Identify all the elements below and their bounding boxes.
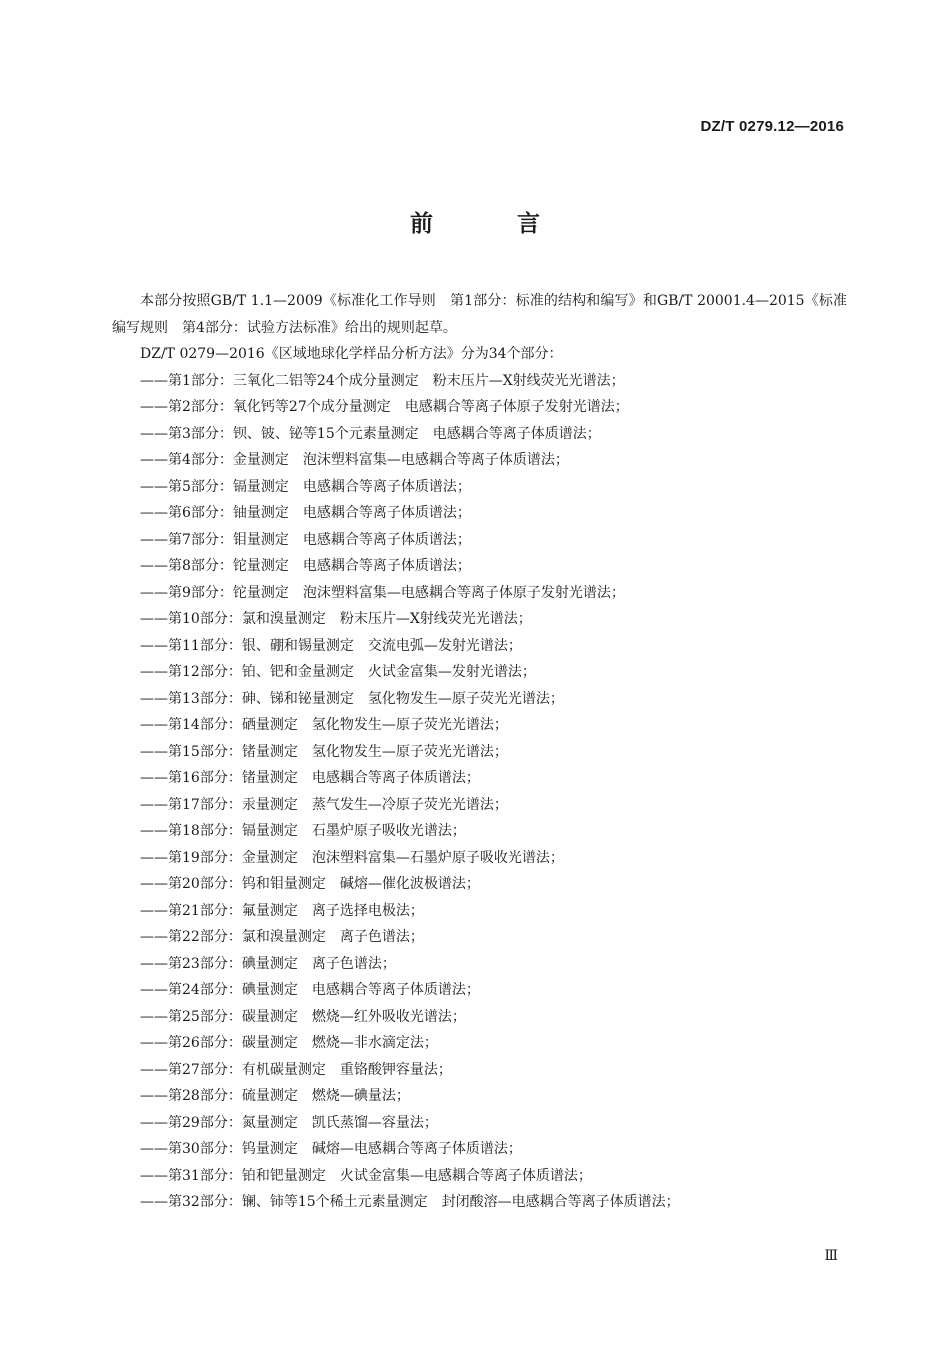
document-code: DZ/T 0279.12—2016	[700, 118, 844, 135]
list-item: ——第12部分：铂、钯和金量测定 火试金富集—发射光谱法；	[140, 664, 536, 680]
list-item: ——第25部分：碳量测定 燃烧—红外吸收光谱法；	[140, 1008, 466, 1025]
list-item: ——第18部分：镉量测定 石墨炉原子吸收光谱法；	[140, 823, 466, 839]
list-item: ——第1部分：三氧化二铝等24个成分量测定 粉末压片—X射线荧光光谱法；	[140, 372, 625, 389]
list-item: ——第21部分：氟量测定 离子选择电极法；	[140, 902, 424, 919]
list-item: ——第8部分：铊量测定 电感耦合等离子体质谱法；	[140, 558, 471, 574]
page-number: Ⅲ	[824, 1248, 838, 1264]
section-title: 前 言	[409, 211, 578, 237]
list-item: ——第23部分：碘量测定 离子色谱法；	[140, 955, 396, 972]
list-item: ——第11部分：银、硼和锡量测定 交流电弧—发射光谱法；	[140, 637, 522, 654]
parts-intro-paragraph: DZ/T 0279—2016《区域地球化学样品分析方法》分为34个部分：	[140, 346, 563, 362]
list-item: ——第7部分：钼量测定 电感耦合等离子体质谱法；	[140, 531, 471, 548]
list-item: ——第26部分：碳量测定 燃烧—非水滴定法；	[140, 1035, 438, 1051]
list-item: ——第2部分：氧化钙等27个成分量测定 电感耦合等离子体原子发射光谱法；	[140, 399, 629, 415]
list-item: ——第16部分：锗量测定 电感耦合等离子体质谱法；	[140, 770, 480, 786]
list-item: ——第9部分：铊量测定 泡沫塑料富集—电感耦合等离子体原子发射光谱法；	[140, 584, 625, 601]
list-item: ——第22部分：氯和溴量测定 离子色谱法；	[140, 929, 424, 945]
parts-list	[112, 368, 847, 1216]
list-item: ——第27部分：有机碳量测定 重铬酸钾容量法；	[140, 1061, 452, 1078]
list-item: ——第29部分：氮量测定 凯氏蒸馏—容量法；	[140, 1114, 438, 1131]
list-item: ——第13部分：砷、锑和铋量测定 氢化物发生—原子荧光光谱法；	[140, 690, 564, 707]
intro-paragraph: 本部分按照GB/T 1.1—2009《标准化工作导则 第1部分：标准的结构和编写》和GB/T 20001.4—2015《标准编写规则 第4部分：试验方法标准》给出的规则起草。	[112, 293, 847, 336]
list-item: ——第14部分：硒量测定 氢化物发生—原子荧光光谱法；	[140, 717, 508, 733]
list-item: ——第30部分：钨量测定 碱熔—电感耦合等离子体质谱法；	[140, 1141, 522, 1157]
list-item: ——第32部分：镧、铈等15个稀土元素量测定 封闭酸溶—电感耦合等离子体质谱法；	[140, 1194, 680, 1210]
list-item: ——第3部分：钡、铍、铋等15个元素量测定 电感耦合等离子体质谱法；	[140, 425, 601, 442]
list-item: ——第4部分：金量测定 泡沫塑料富集—电感耦合等离子体质谱法；	[140, 452, 569, 468]
list-item: ——第17部分：汞量测定 蒸气发生—冷原子荧光光谱法；	[140, 796, 508, 813]
list-item: ——第19部分：金量测定 泡沫塑料富集—石墨炉原子吸收光谱法；	[140, 849, 564, 866]
list-item: ——第6部分：铀量测定 电感耦合等离子体质谱法；	[140, 505, 471, 521]
list-item: ——第24部分：碘量测定 电感耦合等离子体质谱法；	[140, 982, 480, 998]
list-item: ——第31部分：铂和钯量测定 火试金富集—电感耦合等离子体质谱法；	[140, 1167, 592, 1184]
list-item: ——第20部分：钨和钼量测定 碱熔—催化波极谱法；	[140, 876, 480, 892]
list-item: ——第10部分：氯和溴量测定 粉末压片—X射线荧光光谱法；	[140, 611, 532, 627]
list-item: ——第15部分：锗量测定 氢化物发生—原子荧光光谱法；	[140, 743, 508, 760]
list-item: ——第28部分：硫量测定 燃烧—碘量法；	[140, 1088, 410, 1104]
body-content	[112, 288, 847, 1216]
list-item: ——第5部分：镉量测定 电感耦合等离子体质谱法；	[140, 478, 471, 495]
